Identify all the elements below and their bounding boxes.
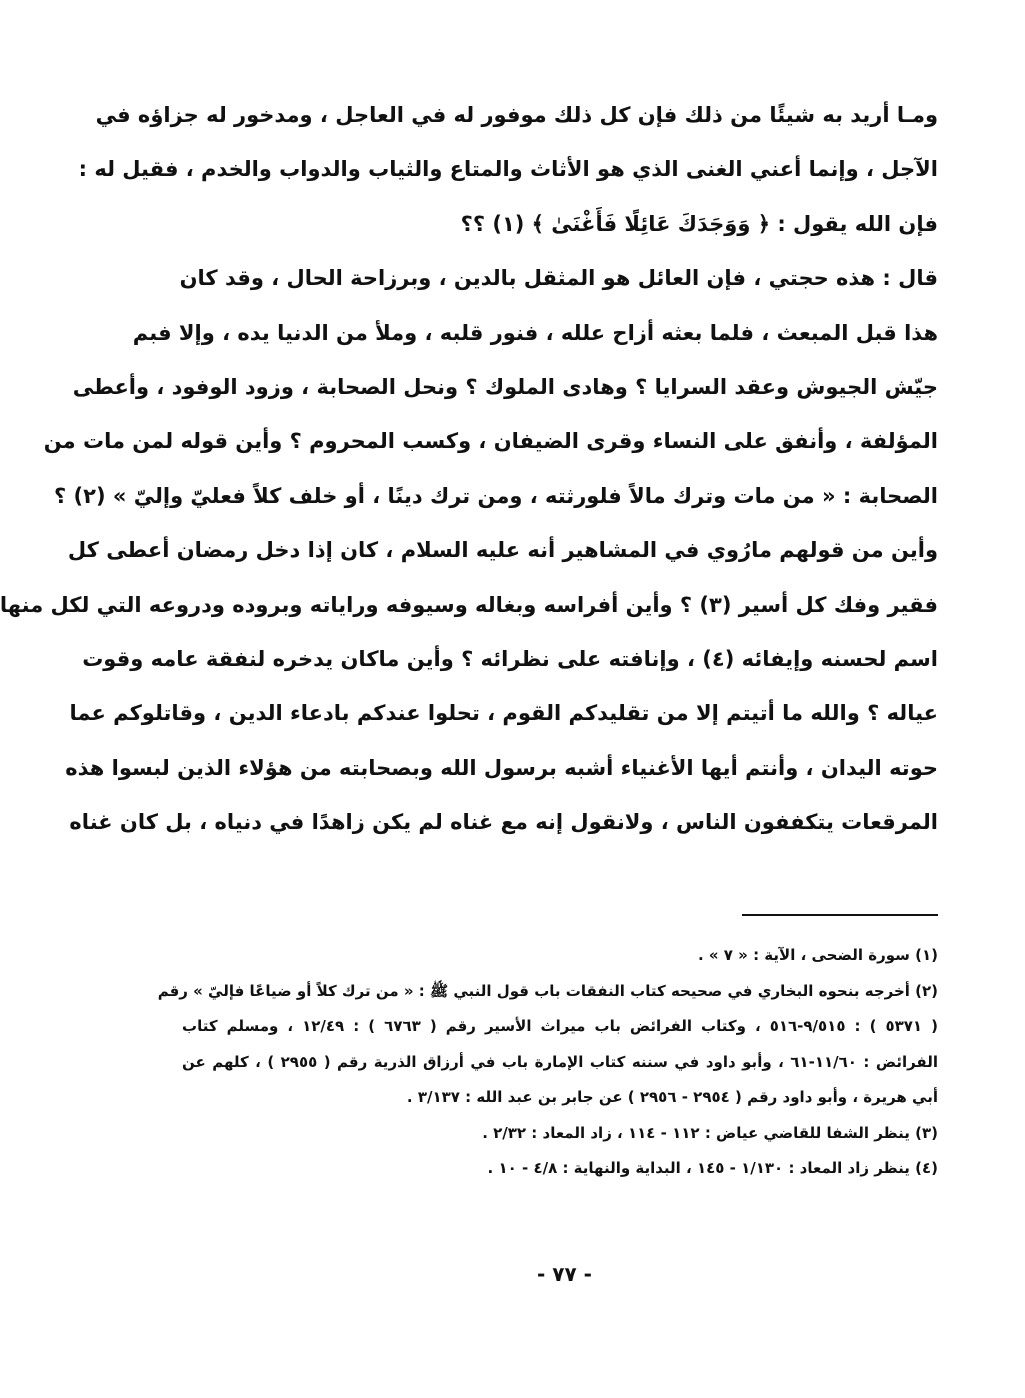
- text-line: جيّش الجيوش وعقد السرايا ؟ وهادى الملوك ؟ ونحل الصحابة ، وزود الوفود ، وأعطى: [72, 374, 938, 399]
- footnote-line: (٣) ينظر الشفا للقاضي عياض : ١١٢ - ١١٤ ، زاد المعاد : ٢/٣٢ .: [482, 1123, 938, 1142]
- footnote-separator: [742, 914, 938, 916]
- text-line: الصحابة : « من مات وترك مالاً فلورثته ، ومن ترك دينًا ، أو خلف كلاً فعليّ وإليّ » (٢) ؟: [54, 483, 938, 508]
- page-number: - ٧٧ -: [537, 1262, 592, 1286]
- footnote-line: أبي هريرة ، وأبو داود رقم ( ٢٩٥٤ - ٢٩٥٦ ) عن جابر بن عبد الله : ٣/١٣٧ .: [406, 1088, 938, 1106]
- footnote-line: (١) سورة الضحى ، الآية : « ٧ » .: [697, 946, 938, 964]
- text-line: قال : هذه حجتي ، فإن العائل هو المثقل بالدين ، وبرزاحة الحال ، وقد كان: [179, 266, 938, 291]
- text-line: المرقعات يتكففون الناس ، ولانقول إنه مع غناه لم يكن زاهدًا في دنياه ، بل كان غناه: [69, 810, 938, 835]
- footnote-line: (٤) ينظر زاد المعاد : ١/١٣٠ - ١٤٥ ، البداية والنهاية : ٤/٨ - ١٠ .: [487, 1159, 938, 1177]
- main-text: [0, 88, 938, 849]
- footnotes: [157, 938, 938, 1187]
- text-line: حوته اليدان ، وأنتم أيها الأغنياء أشبه برسول الله وبصحابته من هؤلاء الذين لبسوا هذه: [65, 755, 938, 780]
- text-line: فقير وفك كل أسير (٣) ؟ وأين أفراسه وبغاله وسيوفه وراياته وبروده ودروعه التي لكل منها: [0, 592, 938, 617]
- text-line: هذا قبل المبعث ، فلما بعثه أزاح علله ، فنور قلبه ، وملأ من الدنيا يده ، وإلا فبم: [132, 320, 938, 345]
- text-line: الآجل ، وإنما أعني الغنى الذي هو الأثاث والمتاع والثياب والدواب والخدم ، فقيل له :: [78, 157, 938, 182]
- text-line: المؤلفة ، وأنفق على النساء وقرى الضيفان ، وكسب المحروم ؟ وأين قوله لمن مات من: [43, 429, 938, 454]
- text-line: اسم لحسنه وإيفائه (٤) ، وإنافته على نظرائه ؟ وأين ماكان يدخره لنفقة عامه وقوت: [82, 646, 938, 671]
- text-line: ومـا أريد به شيئًا من ذلك فإن كل ذلك موفور له في العاجل ، ومدخور له جزاؤه في: [95, 103, 938, 127]
- footnote-line: الفرائض : ١١/٦٠-٦١ ، وأبو داود في سننه كتاب الإمارة باب في أرزاق الذرية رقم ( ٢٩٥٥ ) ، كلهم عن: [182, 1052, 938, 1071]
- text-line: فإن الله يقول : ﴿ وَوَجَدَكَ عَائِلًا فَأَغْنَىٰ ﴾ (١) ؟؟: [460, 211, 938, 236]
- footnote-line: (٢) أخرجه بنحوه البخاري في صحيحه كتاب النفقات باب قول النبي ﷺ : « من ترك كلاً أو ضياعًا فإليّ » رقم: [157, 981, 938, 1000]
- text-line: عياله ؟ والله ما أتيتم إلا من تقليدكم القوم ، تحلوا عندكم بادعاء الدين ، وقاتلوكم عما: [69, 701, 938, 726]
- text-line: وأين من قولهم مارُوي في المشاهير أنه عليه السلام ، كان إذا دخل رمضان أعطى كل: [67, 538, 938, 563]
- footnote-line: ( ٥٣٧١ ) : ٩/٥١٥-٥١٦ ، وكتاب الفرائض باب ميراث الأسير رقم ( ٦٧٦٣ ) : ١٢/٤٩ ، ومسلم كتاب: [182, 1017, 938, 1035]
